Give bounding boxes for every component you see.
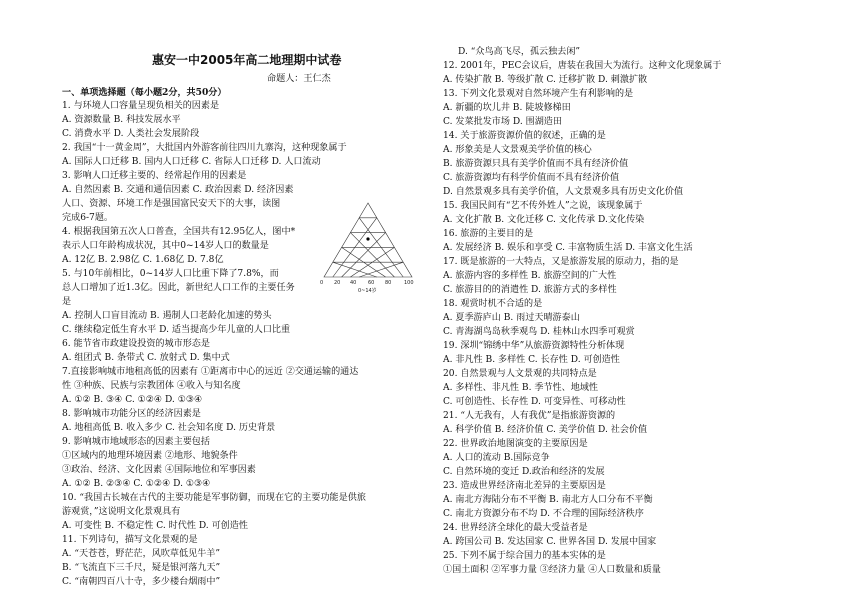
question-line: A. 旅游内容的多样性 B. 旅游空间的广大性 [443, 271, 617, 281]
question-line: C. 消费水平 D. 人类社会发展阶段 [62, 129, 200, 139]
question-line: C. “南朝四百八十寺，多少楼台烟雨中” [62, 577, 221, 587]
question-line: 3. 影响人口迁移主要的、经常起作用的因素是 [62, 171, 247, 181]
question-line: A. 可变性 B. 不稳定性 C. 时代性 D. 可创造性 [62, 521, 248, 531]
author-line: 命题人：王仁杰 [267, 74, 331, 84]
question-line: C. 继续稳定低生育水平 D. 适当提高少年儿童的人口比重 [62, 325, 291, 335]
question-line: A. 组团式 B. 条带式 C. 放射式 D. 集中式 [62, 353, 230, 363]
question-line: A. 12亿 B. 2.98亿 C. 1.68亿 D. 7.8亿 [62, 255, 224, 265]
question-line: 人口、资源、环境工作是强国富民安天下的大事，读图 [62, 199, 281, 209]
question-line: 6. 能节省市政建设投资的城市形态是 [62, 339, 210, 349]
question-line: 5. 与10年前相比，0~14岁人口比重下降了7.8%，而 [62, 269, 279, 279]
question-line: A. 地租高低 B. 收入多少 C. 社会知名度 D. 历史背景 [62, 423, 276, 433]
question-line: C. 自然环境的变迁 D.政治和经济的发展 [443, 467, 605, 477]
question-line: 24. 世界经济全球化的最大受益者是 [443, 523, 588, 533]
question-line: C. 南北方资源分布不均 D. 不合理的国际经济秩序 [443, 509, 644, 519]
question-line: A. 跨国公司 B. 发达国家 C. 世界各国 D. 发展中国家 [443, 537, 657, 547]
question-line: 15. 我国民间有“艺不传外姓人”之说，该现象属于 [443, 201, 643, 211]
question-line: B. “飞流直下三千尺，疑是银河落九天” [62, 563, 221, 573]
question-line: A. 新疆的坎儿井 B. 陡坡修梯田 [443, 103, 571, 113]
question-line: C. 发菜批发市场 D. 围湖造田 [443, 117, 562, 127]
question-line: 16. 旅游的主要目的是 [443, 229, 534, 239]
question-line: C. 旅游资源均有科学价值而不具有经济价值 [443, 173, 620, 183]
question-line: A. 非凡性 B. 多样性 C. 长存性 D. 可创造性 [443, 355, 620, 365]
question-line: 13. 下列文化景观对自然环境产生有利影响的是 [443, 89, 634, 99]
section-heading: 一、单项选择题（每小题2分，共50分） [62, 87, 227, 98]
question-line: 14. 关于旅游资源价值的叙述，正确的是 [443, 131, 606, 141]
question-line: A. 南北方海陆分布不平衡 B. 南北方人口分布不平衡 [443, 495, 653, 505]
question-line: A. 国际人口迁移 B. 国内人口迁移 C. 省际人口迁移 D. 人口流动 [62, 157, 321, 167]
question-line: A. 发展经济 B. 娱乐和享受 C. 丰富物质生活 D. 丰富文化生活 [443, 243, 693, 253]
question-line: 11. 下列诗句，描写文化景观的是 [62, 535, 198, 545]
question-line: A. 科学价值 B. 经济价值 C. 美学价值 D. 社会价值 [443, 425, 648, 435]
question-line: A. 资源数量 B. 科技发展水平 [62, 115, 181, 125]
question-line: ①区域内的地理环境因素 ②地形、地貌条件 [62, 451, 238, 461]
question-line: A. 传染扩散 B. 等级扩散 C. 迁移扩散 D. 刺激扩散 [443, 75, 648, 85]
question-line: 23. 造成世界经济南北差异的主要原因是 [443, 481, 606, 491]
question-line: B. 旅游资源只具有美学价值而不具有经济价值 [443, 159, 629, 169]
question-line: 17. 既是旅游的一大特点，又是旅游发展的原动力，指的是 [443, 257, 679, 267]
ternary-diagram [318, 197, 418, 294]
question-line: 1. 与环境人口容量呈现负相关的因素是 [62, 101, 220, 111]
question-line: A. 自然因素 B. 交通和通信因素 C. 政治因素 D. 经济因素 [62, 185, 294, 195]
tick-label: 20 [334, 280, 341, 286]
question-line: 4. 根据我国第五次人口普查，全国共有12.95亿人，图中* [62, 227, 296, 237]
question-line: 19. 深圳“锦绣中华”从旅游资源特性分析体现 [443, 341, 625, 351]
question-line: A. 多样性、非凡性 B. 季节性、地域性 [443, 383, 599, 393]
question-line: 总人口增加了近1.3亿。因此，新世纪人口工作的主要任务 [62, 283, 295, 293]
question-line: A. “天苍苍，野茫茫，风吹草低见牛羊” [62, 549, 221, 559]
question-line: 12. 2001年，PEC会议后，唐装在我国大为流行。这种文化现象属于 [443, 61, 722, 71]
question-line: C. 青海湖鸟岛秋季观鸟 D. 桂林山水四季可观赏 [443, 327, 635, 337]
question-line: 9. 影响城市地域形态的因素主要包括 [62, 437, 210, 447]
tick-label: 60 [368, 280, 375, 286]
question-line: 游观赏，”这说明文化景观具有 [62, 507, 181, 517]
question-line: 10. “我国古长城在古代的主要功能是军事防御，而现在它的主要功能是供旅 [62, 493, 366, 503]
question-line: C. 旅游目的的消遣性 D. 旅游方式的多样性 [443, 285, 617, 295]
data-point-marker [366, 237, 369, 240]
tick-label: 40 [350, 280, 357, 286]
question-line: A. 人口的流动 B.国际竞争 [443, 453, 550, 463]
question-line: 完成6-7题。 [62, 213, 114, 223]
question-line: A. 文化扩散 B. 文化迁移 C. 文化传承 D.文化传染 [443, 215, 645, 225]
exam-title: 惠安一中2005年高二地理期中试卷 [152, 53, 342, 67]
question-line: D. 自然景观多具有美学价值，人文景观多具有历史文化价值 [443, 187, 684, 197]
question-line: D. “众鸟高飞尽，孤云独去闲” [458, 47, 581, 57]
question-line: A. 形象美是人文景观美学价值的核心 [443, 145, 592, 155]
question-line: 性 ③种族、民族与宗教团体 ④收入与知名度 [62, 381, 241, 391]
question-line: 7.直接影响城市地租高低的因素有 ①距离市中心的远近 ②交通运输的通达 [62, 367, 359, 377]
question-line: 22. 世界政治地图演变的主要原因是 [443, 439, 588, 449]
question-line: 25. 下列不属于综合国力的基本实体的是 [443, 551, 606, 561]
question-line: 是 [62, 297, 72, 307]
question-line: A. 夏季游庐山 B. 雨过天晴游泰山 [443, 313, 580, 323]
question-line: 18. 观赏时机不合适的是 [443, 299, 543, 309]
question-line: A. ①② B. ③④ C. ①②④ D. ①③④ [62, 395, 203, 405]
question-line: A. ①② B. ②③④ C. ①②④ D. ①③④ [62, 479, 211, 489]
tick-label: 80 [385, 280, 392, 286]
question-line: ①国土面积 ②军事力量 ③经济力量 ④人口数量和质量 [443, 565, 661, 575]
question-line: 21. “人无我有，人有我优”是指旅游资源的 [443, 411, 616, 421]
question-line: C. 可创造性、长存性 D. 可变异性、可移动性 [443, 397, 626, 407]
axis-label: 0~14岁 [358, 288, 377, 294]
question-line: 8. 影响城市功能分区的经济因素是 [62, 409, 201, 419]
question-line: 2. 我国“十一黄金周”，大批国内外游客前往四川九寨沟，这种现象属于 [62, 143, 347, 153]
question-line: 20. 自然景观与人文景观的共同特点是 [443, 369, 597, 379]
question-line: A. 控制人口盲目流动 B. 遏制人口老龄化加速的势头 [62, 311, 272, 321]
tick-label: 0 [320, 280, 324, 286]
question-line: 表示人口年龄构成状况，其中0~14岁人口的数量是 [62, 241, 269, 251]
question-line: ③政治、经济、文化因素 ④国际地位和军事因素 [62, 465, 256, 475]
tick-label: 100 [404, 280, 414, 286]
